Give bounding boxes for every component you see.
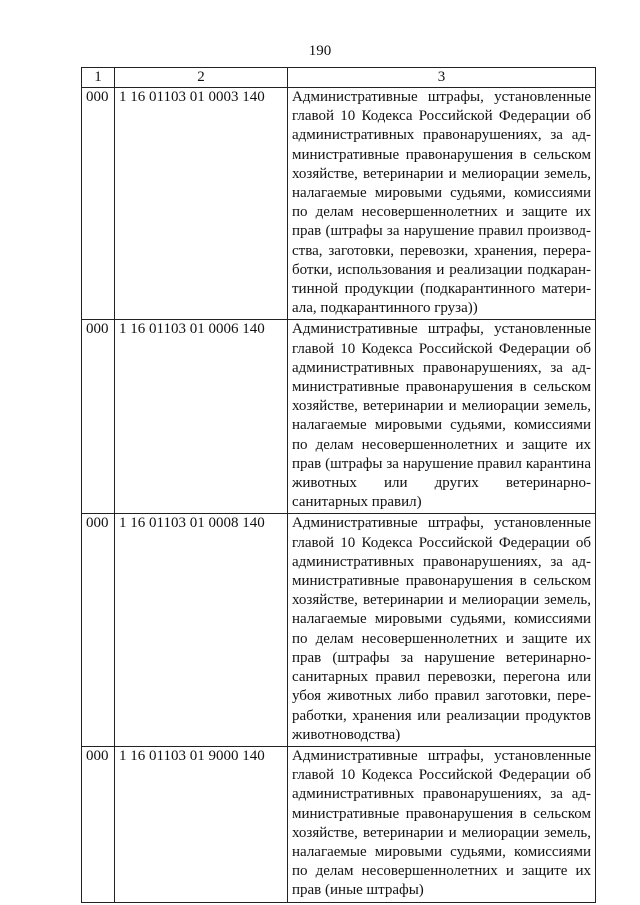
description-line: налагаемые мировыми судьями, комиссиями [292, 611, 591, 628]
table-header-row [82, 68, 596, 88]
description-line: министративные правонарушения в сельском [292, 805, 591, 822]
description-line: Административные штрафы, установленные [292, 747, 591, 764]
description-line: ботки, использования и реализации подкаран- [292, 261, 591, 278]
description-line: хозяйстве, ветеринарии и мелиорации земель, [292, 165, 591, 182]
budget-code-cell: 1 16 01103 01 0006 140 [115, 320, 288, 514]
description-line: Административные штрафы, установленные [292, 89, 591, 105]
description-line: по делам несовершеннолетних и защите их [292, 436, 591, 453]
description-line: прав (штрафы за нарушение ветеринарно- [292, 649, 591, 666]
description-line: по делам несовершеннолетних и защите их [292, 204, 591, 221]
description-line: главой 10 Кодекса Российской Федерации об [292, 108, 591, 125]
description-line: административных правонарушениях, за ад- [292, 359, 591, 376]
admin-code-cell: 000 [82, 514, 115, 746]
description-cell [288, 88, 596, 320]
description-line: работки, хранения или реализации продуктов [292, 707, 591, 724]
description-line: налагаемые мировыми судьями, комиссиями [292, 417, 591, 434]
description-line: главой 10 Кодекса Российской Федерации об [292, 767, 591, 784]
description-line: административных правонарушениях, за ад- [292, 786, 591, 803]
description-line: ала, подкарантинного груза)) [292, 300, 478, 317]
budget-codes-table [81, 67, 596, 903]
description-line: тинной продукции (подкарантинного матери- [292, 281, 591, 298]
description-line: хозяйстве, ветеринарии и мелиорации земель, [292, 592, 591, 609]
description-line: министративные правонарушения в сельском [292, 146, 591, 163]
description-line: налагаемые мировыми судьями, комиссиями [292, 185, 591, 202]
column-header-1: 1 [82, 68, 115, 88]
description-cell [288, 746, 596, 902]
budget-code-cell: 1 16 01103 01 9000 140 [115, 746, 288, 902]
column-header-2: 2 [115, 68, 288, 88]
description-line: хозяйстве, ветеринарии и мелиорации земель, [292, 824, 591, 841]
description-cell [288, 514, 596, 746]
admin-code-cell: 000 [82, 746, 115, 902]
column-header-3: 3 [288, 68, 596, 88]
description-line: налагаемые мировыми судьями, комиссиями [292, 843, 591, 860]
admin-code-cell: 000 [82, 320, 115, 514]
budget-code-cell: 1 16 01103 01 0008 140 [115, 514, 288, 746]
description-line: главой 10 Кодекса Российской Федерации об [292, 534, 591, 551]
description-line: министративные правонарушения в сельском [292, 379, 591, 396]
description-line: прав (штрафы за нарушение правил производ- [292, 223, 591, 240]
description-line: административных правонарушениях, за ад- [292, 553, 591, 570]
description-line: санитарных правил перевозки, перегона или [292, 669, 591, 686]
table-row [82, 514, 596, 746]
description-line: животноводства) [292, 726, 401, 743]
description-line: главой 10 Кодекса Российской Федерации об [292, 340, 591, 357]
table-row [82, 320, 596, 514]
description-line: хозяйстве, ветеринарии и мелиорации земель, [292, 398, 591, 415]
table-row [82, 746, 596, 902]
description-line: по делам несовершеннолетних и защите их [292, 630, 591, 647]
description-line: прав (штрафы за нарушение правил карантина [292, 455, 591, 472]
description-line: Административные штрафы, установленные [292, 515, 591, 532]
description-line: административных правонарушениях, за ад- [292, 127, 591, 144]
description-cell [288, 320, 596, 514]
description-line: санитарных правил) [292, 494, 422, 511]
description-line: прав (иные штрафы) [292, 882, 424, 899]
description-line: Административные штрафы, установленные [292, 321, 591, 338]
description-line: министративные правонарушения в сельском [292, 573, 591, 590]
description-line: убоя животных либо правил заготовки, пере- [292, 688, 591, 705]
table-row [82, 88, 596, 320]
budget-code-cell: 1 16 01103 01 0003 140 [115, 88, 288, 320]
description-line: по делам несовершеннолетних и защите их [292, 863, 591, 880]
page-number: 190 [308, 43, 332, 59]
description-line: животных или других ветеринарно- [292, 475, 591, 492]
description-line: ства, заготовки, перевозки, хранения, перера- [292, 242, 591, 259]
admin-code-cell: 000 [82, 88, 115, 320]
